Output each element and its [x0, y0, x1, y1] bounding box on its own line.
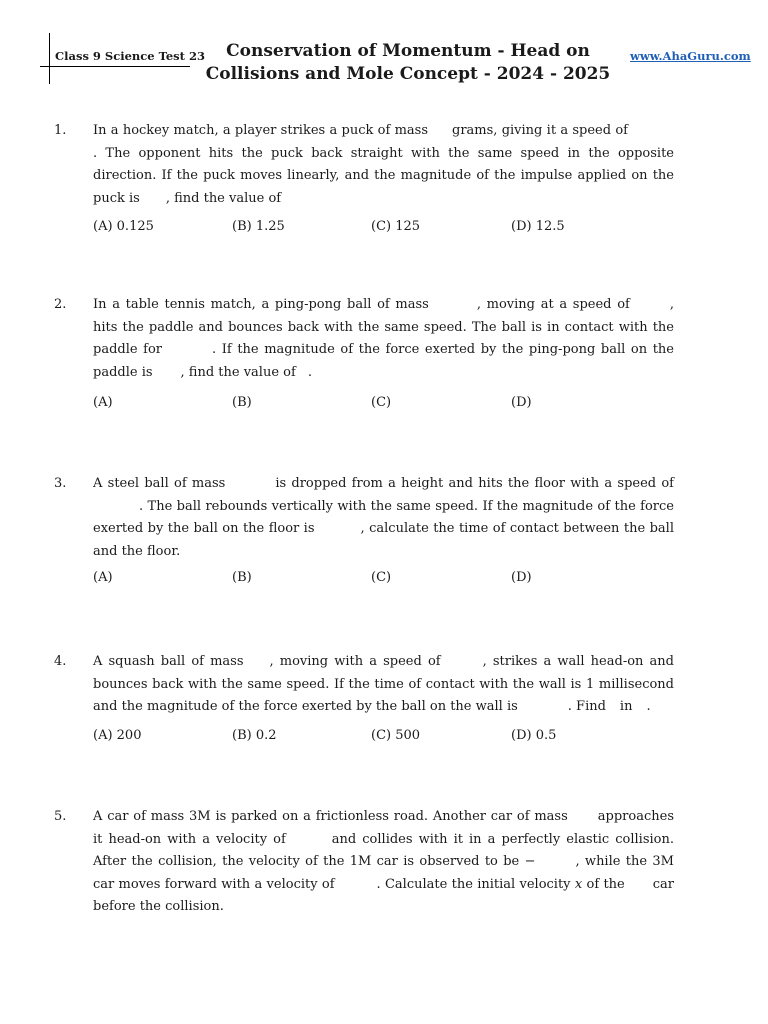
question-text-part: A car of mass 3M is parked on a frictionless road. Another car of mass: [93, 809, 568, 824]
header-horizontal-rule: [40, 66, 190, 67]
header-vertical-rule: [49, 33, 50, 84]
question-text-part: and collides with it in a perfectly elastic collision. After the collision, the velocity of the 1M car is observed to be: [93, 831, 674, 869]
question-text-part: A steel ball of mass: [93, 476, 226, 491]
page-title: [200, 40, 616, 86]
question-number: 3.: [54, 476, 67, 491]
site-link[interactable]: www.AhaGuru.com: [630, 49, 751, 63]
answer-options: [93, 216, 674, 238]
option-a[interactable]: (A) 200: [93, 727, 142, 743]
option-b[interactable]: (B): [232, 395, 252, 410]
option-c[interactable]: (C) 500: [371, 727, 421, 743]
option-c[interactable]: (C) 125: [371, 219, 421, 234]
question-5: [54, 806, 674, 919]
option-a[interactable]: (A): [93, 570, 113, 585]
question-number: 4.: [54, 654, 67, 669]
question-text-part: car before the collision.: [93, 876, 674, 914]
question-text: [93, 473, 674, 563]
question-2: [54, 294, 674, 414]
option-d[interactable]: (D): [511, 570, 532, 585]
question-text-part: , calculate the time of contact between the ball and the floor.: [93, 521, 674, 559]
question-text-part: , find the value of: [180, 364, 296, 380]
option-d[interactable]: (D): [511, 395, 532, 410]
answer-options: [93, 725, 674, 747]
title-line-2: Collisions and Mole Concept - 2024 - 2025: [205, 64, 611, 84]
question-3: [54, 473, 674, 589]
question-text-part: . If the magnitude of the force exerted by the ping-pong ball on the paddle is: [93, 342, 674, 380]
minus-sign: −: [524, 854, 536, 869]
question-text-part: . The ball rebounds vertically with the same speed. If the magnitude of the force exerted by the ball on the floor is: [93, 498, 674, 536]
variable-x: x: [574, 876, 583, 892]
question-text-part: of the: [586, 876, 625, 892]
question-number: 1.: [54, 123, 67, 138]
question-text-part: , moving at a speed of: [476, 297, 630, 312]
question-text-part: is dropped from a height and hits the floor with a speed of: [275, 476, 674, 491]
question-text-part: In a table tennis match, a ping-pong ball of mass: [93, 297, 429, 312]
question-text-part: , strikes a wall head-on and bounces back with the same speed. If the time of contact with the wall is 1 millisecond and the magnitude of the force exerted by the ball on the wall is: [93, 654, 674, 714]
option-b[interactable]: (B) 0.2: [232, 727, 277, 743]
option-a[interactable]: (A) 0.125: [93, 219, 154, 234]
question-text-part: approaches it head-on with a velocity of: [93, 809, 674, 847]
question-text-part: In a hockey match, a player strikes a puck of mass: [93, 123, 428, 138]
question-4: [54, 651, 674, 747]
question-text: [93, 294, 674, 384]
answer-options: [93, 392, 674, 414]
option-c[interactable]: (C): [371, 395, 392, 410]
question-text-part: . Calculate the initial velocity: [376, 876, 571, 892]
question-text: [93, 120, 674, 210]
question-text-part: , find the value of: [165, 190, 282, 206]
question-text-part: . Find: [567, 699, 606, 714]
option-d[interactable]: (D) 12.5: [511, 219, 565, 234]
question-text-part: .: [307, 364, 312, 380]
question-text-part: .: [646, 699, 651, 714]
test-label: Class 9 Science Test 23: [55, 49, 205, 63]
option-b[interactable]: (B) 1.25: [232, 219, 285, 234]
question-text-part: , moving with a speed of: [269, 654, 441, 669]
question-1: [54, 120, 674, 238]
option-b[interactable]: (B): [232, 570, 252, 585]
question-text-part: . The opponent hits the puck back straight with the same speed in the opposite direction. If the puck moves linearly, and the magnitude of the impulse applied on the puck is: [93, 145, 674, 206]
option-a[interactable]: (A): [93, 395, 113, 410]
question-text: [93, 806, 674, 919]
question-text: [93, 651, 674, 719]
question-number: 5.: [54, 809, 67, 824]
question-text-part: , hits the paddle and bounces back with the same speed. The ball is in contact with the paddle for: [93, 297, 674, 357]
question-text-part: A squash ball of mass: [93, 654, 244, 669]
question-text-part: in: [619, 699, 633, 714]
option-d[interactable]: (D) 0.5: [511, 727, 557, 743]
answer-options: [93, 567, 674, 589]
question-text-part: , while the 3M car moves forward with a velocity of: [93, 854, 674, 892]
question-number: 2.: [54, 297, 67, 312]
question-text-part: grams, giving it a speed of: [452, 123, 628, 138]
option-c[interactable]: (C): [371, 570, 392, 585]
title-line-1: Conservation of Momentum - Head on: [226, 41, 590, 61]
